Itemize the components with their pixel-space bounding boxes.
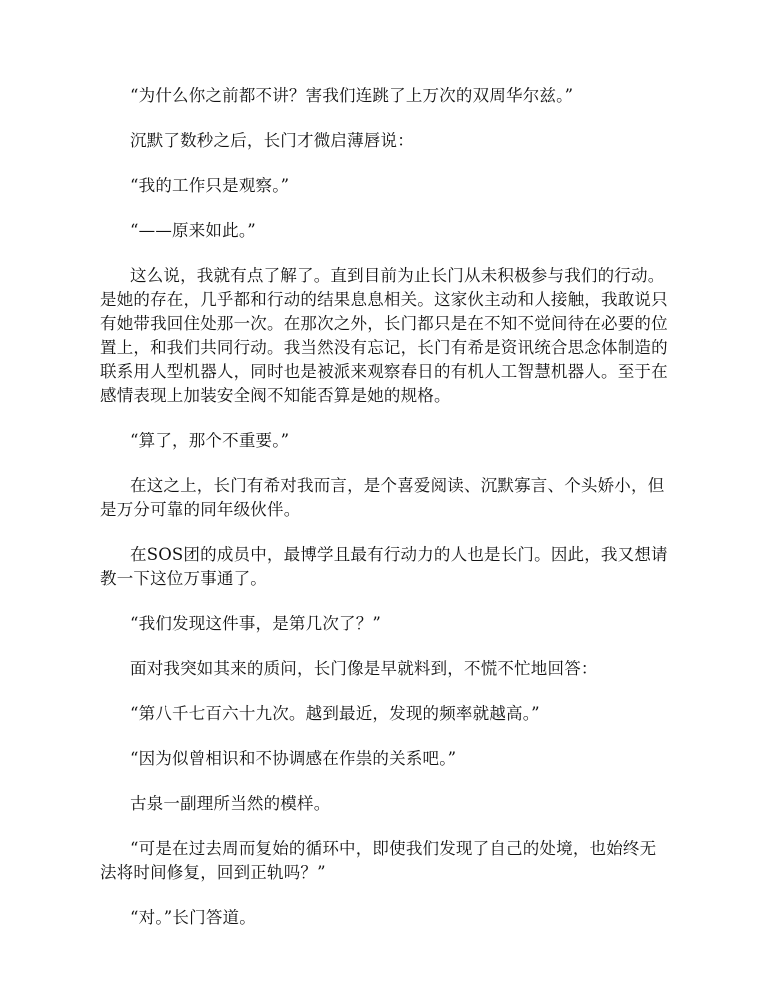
paragraph: 古泉一副理所当然的模样。 xyxy=(130,794,331,813)
paragraph: “因为似曾相识和不协调感在作祟的关系吧。” xyxy=(130,749,457,768)
paragraph: 沉默了数秒之后，长门才微启薄唇说： xyxy=(130,131,414,150)
paragraph: “算了，那个不重要。” xyxy=(130,431,290,450)
paragraph: “——原来如此。” xyxy=(130,221,256,240)
paragraph: 这么说，我就有点了解了。直到目前为止长门从未积极参与我们的行动。是她的存在，几乎都和行动的结果息息相关。这家伙主动和人接触，我敢说只有她带我回住处那一次。在那次之外，长门都只是在不知不觉间待在必要的位置上，和我们共同行动。我当然没有忘记，长门有希是资讯统合思念体制造的联系用人型机器人，同时也是被派来观察春日的有机人工智慧机器人。至于在感情表现上加装安全阀不知能否算是她的规格。 xyxy=(100,266,668,405)
paragraph: “第八千七百六十九次。越到最近，发现的频率就越高。” xyxy=(130,704,540,723)
paragraph: 面对我突如其来的质问，长门像是早就料到，不慌不忙地回答： xyxy=(130,659,598,678)
paragraph: “为什么你之前都不讲？害我们连跳了上万次的双周华尔兹。” xyxy=(130,86,574,105)
paragraph: “可是在过去周而复始的循环中，即使我们发现了自己的处境，也始终无法将时间修复，回到正轨吗？” xyxy=(100,839,657,882)
paragraph: 在这之上，长门有希对我而言，是个喜爱阅读、沉默寡言、个头娇小，但是万分可靠的同年级伙伴。 xyxy=(100,476,665,519)
paragraph: “我们发现这件事，是第几次了？” xyxy=(130,614,382,633)
paragraph: “我的工作只是观察。” xyxy=(130,176,290,195)
paragraph: “对。”长门答道。 xyxy=(130,908,256,927)
body-text xyxy=(100,84,670,951)
paragraph: 在SOS团的成员中，最博学且最有行动力的人也是长门。因此，我又想请教一下这位万事通了。 xyxy=(100,545,668,588)
